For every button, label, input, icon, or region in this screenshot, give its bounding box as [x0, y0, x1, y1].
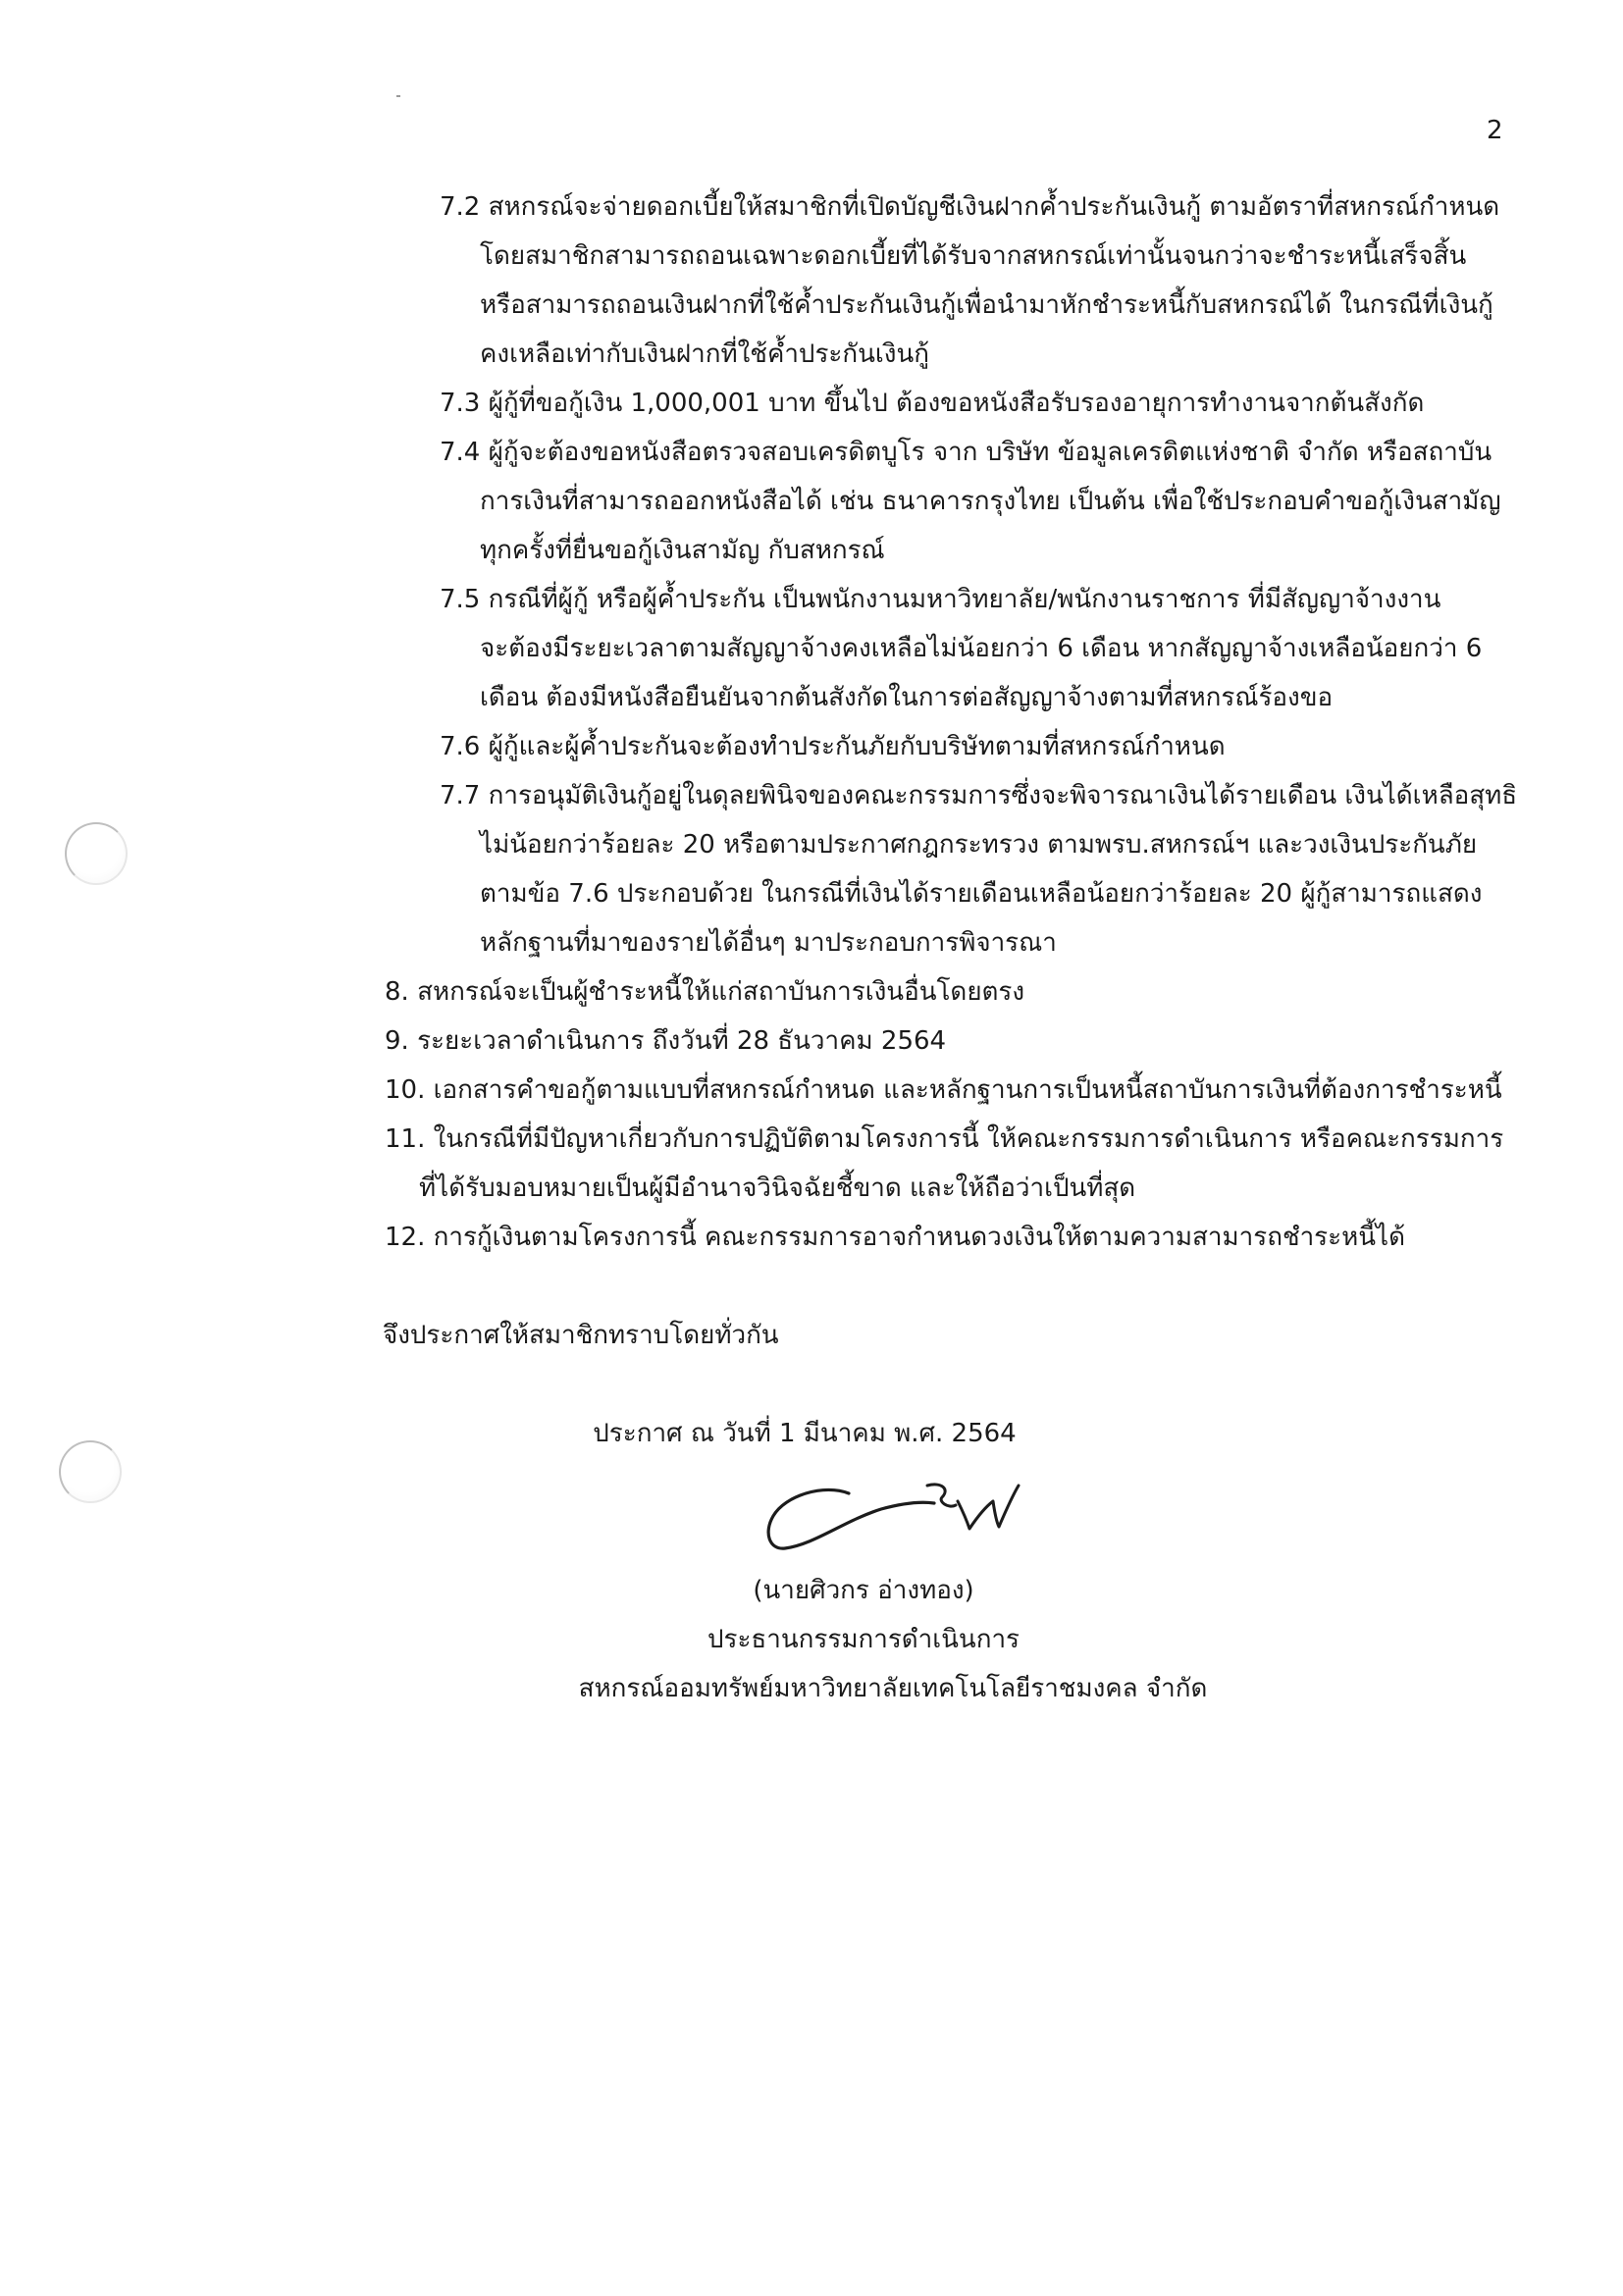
item-7-7-line-3: ตามข้อ 7.6 ประกอบด้วย ในกรณีที่เงินได้รายเดือนเหลือน้อยกว่าร้อยละ 20 ผู้กู้สามารถแสดง: [480, 879, 1483, 909]
signature-image: [756, 1462, 1021, 1570]
item-7-5-line-2: จะต้องมีระยะเวลาตามสัญญาจ้างคงเหลือไม่น้อยกว่า 6 เดือน หากสัญญาจ้างเหลือน้อยกว่า 6: [480, 634, 1483, 663]
item-8-line-1: 8. สหกรณ์จะเป็นผู้ชำระหนี้ให้แก่สถาบันการเงินอื่นโดยตรง: [385, 977, 1025, 1007]
item-7-7-line-1: 7.7 การอนุมัติเงินกู้อยู่ในดุลยพินิจของคณะกรรมการซึ่งจะพิจารณาเงินได้รายเดือน เงินได้เหลือสุทธิ: [440, 781, 1518, 810]
signer-title: ประธานกรรมการดำเนินการ: [707, 1625, 1021, 1654]
scan-speck: [396, 95, 400, 97]
item-12-line-1: 12. การกู้เงินตามโครงการนี้ คณะกรรมการอาจกำหนดวงเงินให้ตามความสามารถชำระหนี้ได้: [385, 1223, 1405, 1252]
page-number: 2: [1487, 116, 1503, 145]
organization-name: สหกรณ์ออมทรัพย์มหาวิทยาลัยเทคโนโลยีราชมงคล จำกัด: [578, 1674, 1208, 1703]
item-9-line-1: 9. ระยะเวลาดำเนินการ ถึงวันที่ 28 ธันวาคม 2564: [385, 1026, 947, 1056]
item-7-6-line-1: 7.6 ผู้กู้และผู้ค้ำประกันจะต้องทำประกันภัยกับบริษัทตามที่สหกรณ์กำหนด: [440, 732, 1226, 761]
item-7-5-line-3: เดือน ต้องมีหนังสือยืนยันจากต้นสังกัดในการต่อสัญญาจ้างตามที่สหกรณ์ร้องขอ: [480, 683, 1334, 712]
announcement-line: จึงประกาศให้สมาชิกทราบโดยทั่วกัน: [383, 1321, 779, 1350]
item-7-4-line-2: การเงินที่สามารถออกหนังสือได้ เช่น ธนาคารกรุงไทย เป็นต้น เพื่อใช้ประกอบคำขอกู้เงินสามัญ: [480, 487, 1501, 516]
item-7-3-line-1: 7.3 ผู้กู้ที่ขอกู้เงิน 1,000,001 บาท ขึ้นไป ต้องขอหนังสือรับรองอายุการทำงานจากต้นสังกัด: [440, 389, 1425, 418]
item-7-2-line-2: โดยสมาชิกสามารถถอนเฉพาะดอกเบี้ยที่ได้รับจากสหกรณ์เท่านั้นจนกว่าจะชำระหนี้เสร็จสิ้น: [480, 241, 1467, 271]
signer-name: (นายศิวกร อ่างทอง): [753, 1576, 974, 1605]
item-7-4-line-1: 7.4 ผู้กู้จะต้องขอหนังสือตรวจสอบเครดิตบูโร จาก บริษัท ข้อมูลเครดิตแห่งชาติ จำกัด หรือสถาบัน: [440, 438, 1492, 467]
item-7-2-line-4: คงเหลือเท่ากับเงินฝากที่ใช้ค้ำประกันเงินกู้: [480, 339, 929, 369]
item-7-2-line-1: 7.2 สหกรณ์จะจ่ายดอกเบี้ยให้สมาชิกที่เปิดบัญชีเงินฝากค้ำประกันเงินกู้ ตามอัตราที่สหกรณ์กำหนด: [440, 192, 1500, 222]
item-7-7-line-4: หลักฐานที่มาของรายได้อื่นๆ มาประกอบการพิจารณา: [480, 928, 1057, 958]
item-11-line-1: 11. ในกรณีที่มีปัญหาเกี่ยวกับการปฏิบัติตามโครงการนี้ ให้คณะกรรมการดำเนินการ หรือคณะกรรมการ: [385, 1124, 1504, 1154]
item-10-line-1: 10. เอกสารคำขอกู้ตามแบบที่สหกรณ์กำหนด และหลักฐานการเป็นหนี้สถาบันการเงินที่ต้องการชำระหนี้: [385, 1075, 1502, 1105]
punch-hole-upper: [65, 822, 128, 885]
punch-hole-lower: [59, 1440, 122, 1503]
item-11-line-2: ที่ได้รับมอบหมายเป็นผู้มีอำนาจวินิจฉัยชี้ขาด และให้ถือว่าเป็นที่สุด: [419, 1174, 1136, 1203]
item-7-2-line-3: หรือสามารถถอนเงินฝากที่ใช้ค้ำประกันเงินกู้เพื่อนำมาหักชำระหนี้กับสหกรณ์ได้ ในกรณีที่เงินกู้: [480, 290, 1493, 320]
announcement-date: ประกาศ ณ วันที่ 1 มีนาคม พ.ศ. 2564: [593, 1419, 1017, 1448]
item-7-7-line-2: ไม่น้อยกว่าร้อยละ 20 หรือตามประกาศกฎกระทรวง ตามพรบ.สหกรณ์ฯ และวงเงินประกันภัย: [480, 830, 1478, 860]
item-7-5-line-1: 7.5 กรณีที่ผู้กู้ หรือผู้ค้ำประกัน เป็นพนักงานมหาวิทยาลัย/พนักงานราชการ ที่มีสัญญาจ้างงาน: [440, 585, 1441, 614]
item-7-4-line-3: ทุกครั้งที่ยื่นขอกู้เงินสามัญ กับสหกรณ์: [480, 536, 885, 565]
